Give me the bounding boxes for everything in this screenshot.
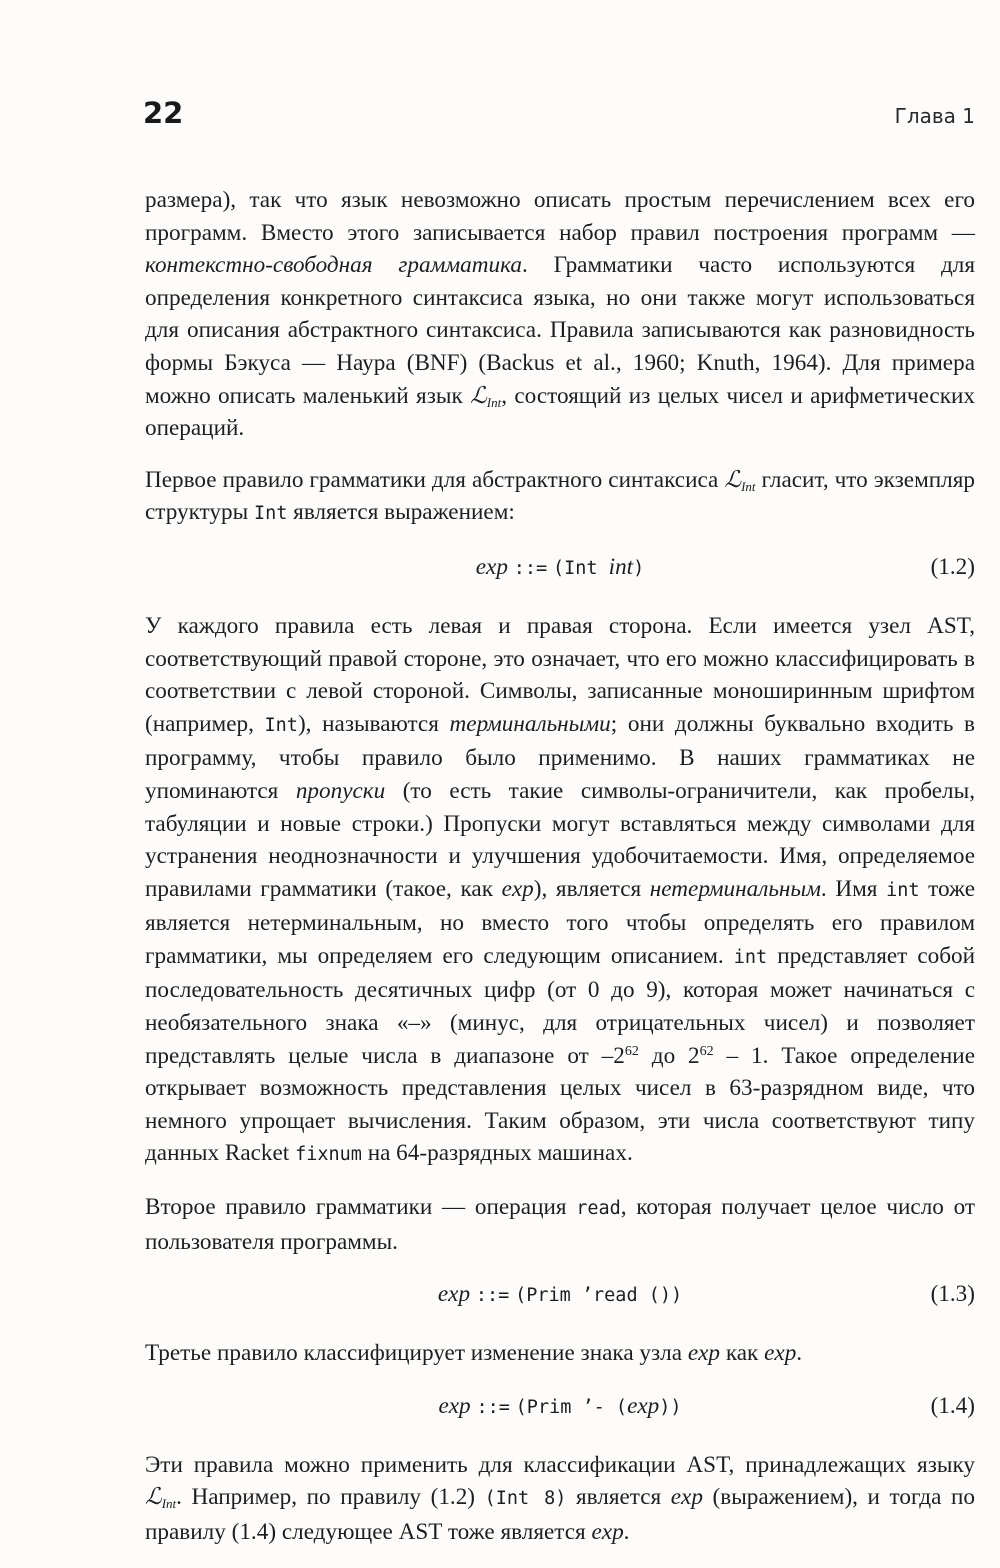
superscript: 62 bbox=[699, 1043, 714, 1059]
text: , состоящий из целых чисел и арифметических операций. bbox=[145, 382, 975, 442]
chapter-title: Глава 1 bbox=[894, 104, 975, 128]
code-term: read bbox=[576, 1198, 621, 1220]
text: является выражением: bbox=[287, 499, 515, 526]
paragraph-3 bbox=[145, 610, 975, 1172]
text: . Грамматики часто используются для определения конкретного синтаксиса языка, но они также могут использоваться для описания абстрактного синтаксиса. Правила записываются как разновидность формы Бэкуса — Наура (BNF) (Backus et al., 1960; Knuth, 1964). Для примера можно описать маленький язык bbox=[145, 252, 975, 409]
text: – 1. Такое определение открывает возможность представления целых чисел в 63-разрядном виде, что немного упрощает вычисления. Таким образом, эти числа соответствуют типу данных Racket bbox=[145, 1042, 975, 1167]
code-term: Int bbox=[253, 503, 288, 525]
equation-1-4 bbox=[145, 1389, 975, 1423]
page-number: 22 bbox=[143, 96, 184, 130]
paragraph-5 bbox=[145, 1337, 975, 1370]
equation-1-2 bbox=[145, 550, 975, 584]
eq-code: (Prim ’read ()) bbox=[515, 1285, 683, 1307]
code-term: Int bbox=[264, 714, 298, 736]
language-symbol: ℒ bbox=[145, 1483, 162, 1511]
eq-lhs: exp bbox=[438, 1392, 471, 1419]
paragraph-1 bbox=[145, 184, 975, 445]
text: ), является bbox=[533, 875, 650, 902]
code-term: fixnum bbox=[295, 1144, 362, 1166]
text: до 2 bbox=[638, 1042, 700, 1069]
paragraph-6 bbox=[145, 1449, 975, 1549]
code-term: int bbox=[733, 946, 768, 968]
italic-term: нетерминальным bbox=[649, 875, 821, 902]
text: Третье правило классифицирует изменение знака узла bbox=[145, 1340, 688, 1367]
italic-term: exp bbox=[687, 1340, 721, 1367]
eq-operator: ::= bbox=[513, 557, 548, 579]
text: . Имя bbox=[820, 875, 887, 902]
equation-number: (1.4) bbox=[930, 1392, 975, 1419]
text: ; они должны буквально входить в программу, чтобы правило было применимо. В наших грамматиках не упоминаются bbox=[145, 710, 975, 804]
text: гласит, что экземпляр структуры bbox=[145, 466, 975, 526]
language-symbol: ℒ bbox=[470, 381, 487, 409]
equation-1-3 bbox=[145, 1277, 975, 1311]
italic-term: exp bbox=[501, 875, 534, 902]
eq-code: (Prim ’- ( bbox=[515, 1396, 628, 1418]
page-header bbox=[143, 96, 975, 136]
text: , которая получает целое число от пользователя программы. bbox=[145, 1194, 975, 1255]
text: (выражением), и тогда по правилу (1.4) следующее AST тоже является bbox=[145, 1484, 975, 1545]
language-subscript: Int bbox=[741, 478, 756, 494]
code-term: int bbox=[886, 879, 920, 901]
text: (то есть такие символы-ограничители, как пробелы, табуляции и новые строки.) Пропуски могут вставляться между символами для устранения неоднозначности и улучшения удобочитаемости. Имя, определяемое правилами грамматики (такое, как bbox=[145, 777, 975, 902]
text: Первое правило грамматики для абстрактного синтаксиса bbox=[145, 466, 725, 493]
code-term: (Int 8) bbox=[484, 1488, 567, 1510]
text: как bbox=[720, 1340, 765, 1367]
eq-code: ) bbox=[633, 557, 645, 579]
page-body bbox=[145, 184, 975, 1568]
text: является bbox=[566, 1484, 671, 1511]
italic-term: exp bbox=[670, 1484, 703, 1511]
eq-arg: exp bbox=[627, 1392, 660, 1419]
text: Эти правила можно применить для классификации AST, принадлежащих языку bbox=[145, 1451, 975, 1478]
italic-term: контекстно-свободная грамматика bbox=[145, 252, 522, 279]
eq-arg: int bbox=[608, 553, 634, 580]
eq-lhs: exp bbox=[475, 553, 508, 580]
paragraph-2 bbox=[145, 464, 975, 531]
equation-number: (1.2) bbox=[930, 553, 975, 580]
eq-code: (Int bbox=[552, 557, 609, 579]
eq-operator: ::= bbox=[475, 1285, 510, 1307]
eq-lhs: exp bbox=[437, 1281, 471, 1308]
italic-term: пропуски bbox=[295, 777, 386, 804]
text: на 64-разрядных машинах. bbox=[361, 1140, 633, 1167]
text: . Например, по правилу (1.2) bbox=[176, 1484, 485, 1511]
text: . bbox=[623, 1519, 630, 1545]
text: размера), так что язык невозможно описать простым перечислением всех его программ. Вместо этого записывается набор правил построения программ — bbox=[145, 187, 975, 246]
italic-term: exp bbox=[764, 1340, 797, 1367]
language-subscript: Int bbox=[486, 394, 502, 410]
eq-operator: ::= bbox=[476, 1396, 510, 1418]
paragraph-4 bbox=[145, 1191, 975, 1258]
language-symbol: ℒ bbox=[724, 465, 742, 493]
eq-code: )) bbox=[659, 1396, 682, 1418]
superscript: 62 bbox=[624, 1043, 639, 1059]
text: У каждого правила есть левая и правая сторона. Если имеется узел AST, соответствующий правой стороне, это означает, что его можно классифицировать в соответствии с левой стороной. Символы, записанные моноширинным шрифтом (например, bbox=[145, 612, 975, 737]
italic-term: терминальными bbox=[449, 710, 611, 737]
text: тоже является нетерминальным, но вместо того чтобы определять его правилом грамматики, мы определяем его следующим описанием. bbox=[145, 875, 975, 969]
text: представляет собой последовательность десятичных цифр (от 0 до 9), которая может начинаться с необязательного знака «–» (минус, для отрицательных чисел) и позволяет представлять целые числа в диапазоне от –2 bbox=[145, 942, 975, 1069]
text: . bbox=[796, 1340, 803, 1367]
language-subscript: Int bbox=[161, 1496, 177, 1512]
text: Второе правило грамматики — операция bbox=[145, 1194, 577, 1221]
equation-number: (1.3) bbox=[930, 1281, 975, 1308]
text: ), называются bbox=[297, 710, 450, 737]
italic-term: exp bbox=[591, 1519, 624, 1545]
